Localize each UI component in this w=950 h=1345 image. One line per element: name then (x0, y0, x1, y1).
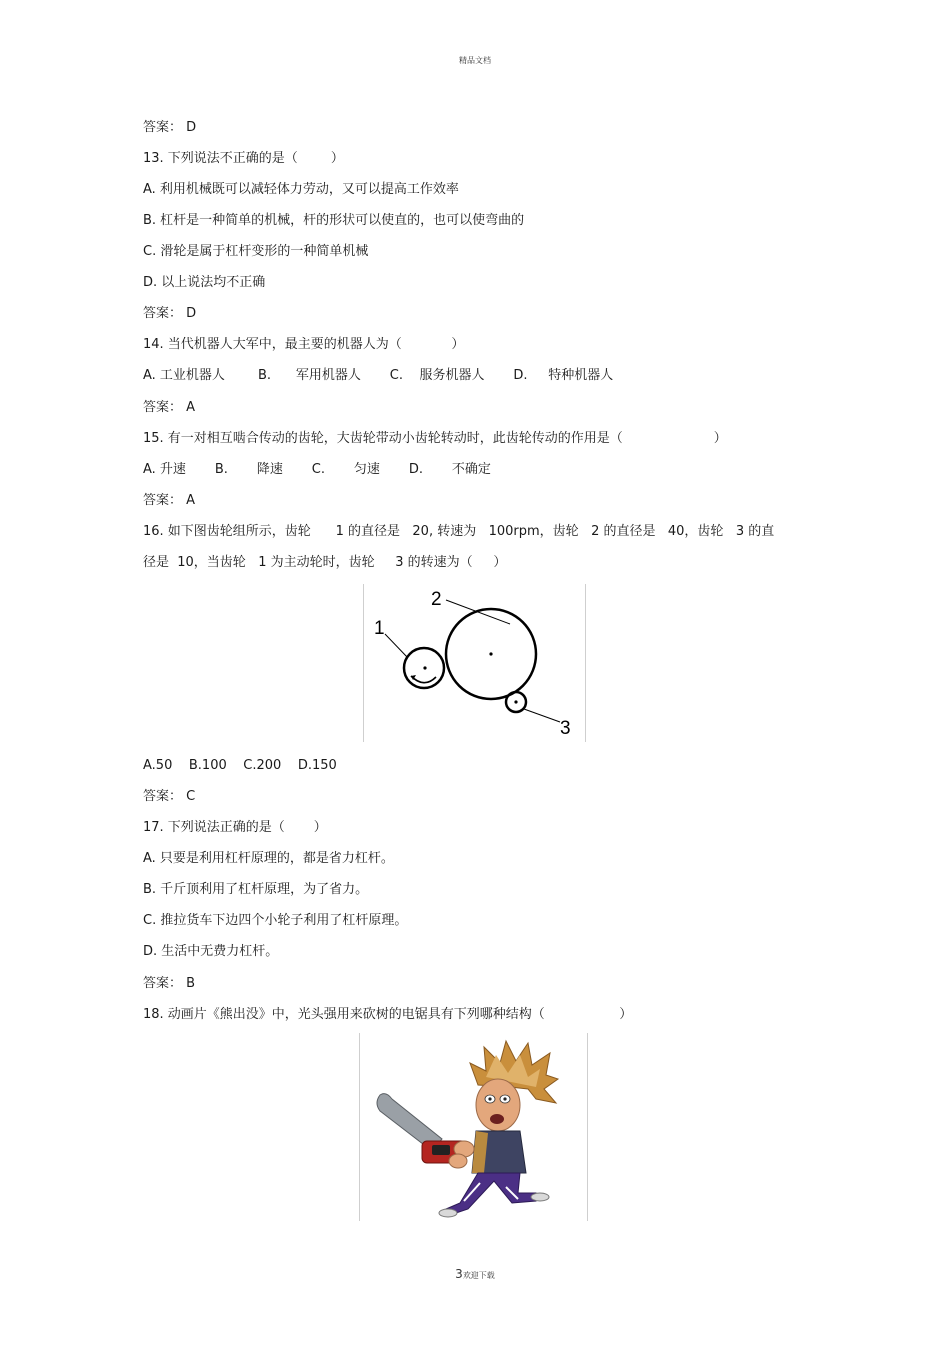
q13-option-a: A. 利用机械既可以减轻体力劳动，又可以提高工作效率 (143, 182, 459, 197)
answer-14: 答案： A (143, 400, 196, 415)
question-16-line1: 16. 如下图齿轮组所示，齿轮 1 的直径是 20, 转速为 100rpm，齿轮 2 的直径是 40，齿轮 3 的直 (143, 524, 775, 539)
gear-2-center (489, 652, 492, 655)
q16-options: A.50 B.100 C.200 D.150 (143, 758, 337, 773)
page-footer (0, 1267, 950, 1281)
q13-option-d: D. 以上说法均不正确 (143, 275, 266, 290)
answer-15: 答案： A (143, 493, 196, 508)
question-16-line2: 径是 10，当齿轮 1 为主动轮时，齿轮 3 的转速为（ ） (143, 555, 507, 570)
gear-figure (363, 584, 586, 742)
gear-1-label: 1 (374, 618, 385, 639)
gear-2-label: 2 (431, 589, 442, 610)
question-13: 13. 下列说法不正确的是（ ） (143, 151, 344, 166)
answer-16: 答案： C (143, 789, 196, 804)
q13-option-b: B. 杠杆是一种简单的机械，杆的形状可以使直的，也可以使弯曲的 (143, 213, 525, 228)
chainsaw-icon (377, 1094, 474, 1168)
page-header: 精品文档 (459, 56, 491, 65)
q14-options: A. 工业机器人 B. 军用机器人 C. 服务机器人 D. 特种机器人 (143, 368, 614, 383)
gear-3-center (514, 700, 517, 703)
page-number: 3 (455, 1267, 463, 1281)
q15-options: A. 升速 B. 降速 C. 匀速 D. 不确定 (143, 462, 491, 477)
answer-13: 答案： D (143, 306, 197, 321)
legs-icon (446, 1173, 536, 1215)
q17-option-a: A. 只要是利用杠杆原理的，都是省力杠杆。 (143, 851, 394, 866)
question-14: 14. 当代机器人大军中，最主要的机器人为（ ） (143, 337, 465, 352)
q13-option-c: C. 滑轮是属于杠杆变形的一种简单机械 (143, 244, 369, 259)
q17-option-d: D. 生活中无费力杠杆。 (143, 944, 279, 959)
question-17: 17. 下列说法正确的是（ ） (143, 820, 327, 835)
gear-1-center (423, 666, 426, 669)
q17-option-c: C. 推拉货车下边四个小轮子利用了杠杆原理。 (143, 913, 408, 928)
q17-option-b: B. 千斤顶利用了杠杆原理，为了省力。 (143, 882, 369, 897)
gear-3-label: 3 (560, 718, 571, 739)
answer-12: 答案： D (143, 120, 197, 135)
chainsaw-cartoon-figure (359, 1033, 588, 1221)
question-18: 18. 动画片《熊出没》中，光头强用来砍树的电锯具有下列哪种结构（ ） (143, 1007, 633, 1022)
answer-17: 答案： B (143, 976, 196, 991)
footer-text: 欢迎下载 (462, 1271, 495, 1280)
question-15: 15. 有一对相互啮合传动的齿轮，大齿轮带动小齿轮转动时，此齿轮传动的作用是（ ） (143, 431, 727, 446)
